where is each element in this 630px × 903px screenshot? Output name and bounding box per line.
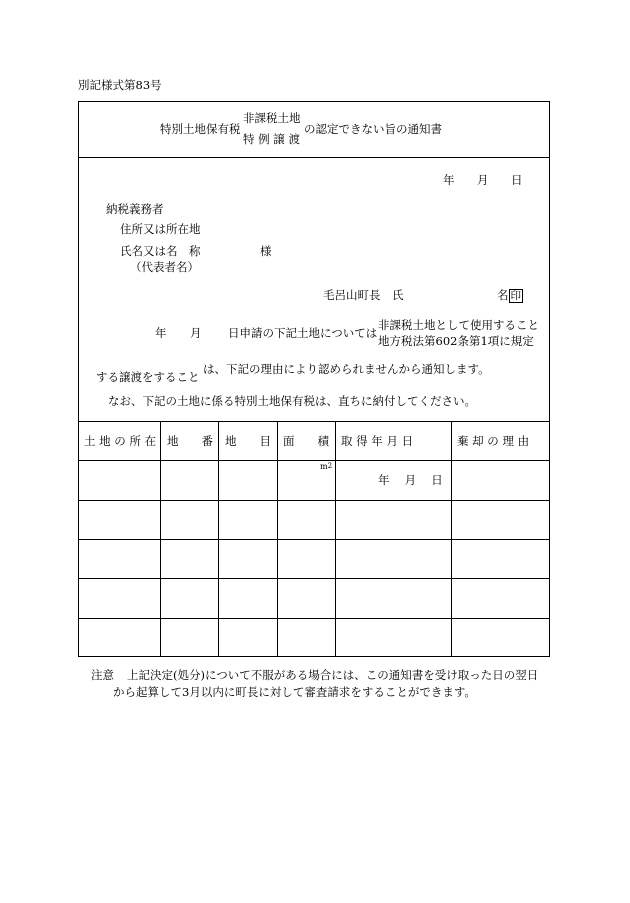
table-row-border (78, 578, 550, 579)
header-land-category: 地 目 (225, 434, 271, 448)
area-unit-sup: 2 (327, 462, 333, 470)
header-area: 面 積 (283, 434, 329, 448)
table-column-border (335, 421, 336, 657)
representative-label: （代表者名） (130, 260, 199, 274)
seal-mark: 印 (510, 290, 521, 302)
area-unit (320, 463, 332, 471)
acquisition-date-placeholder: 年 月 日 (378, 473, 443, 487)
application-text: 日申請の下記土地については (228, 326, 378, 340)
table-row-border (78, 500, 550, 501)
taxpayer-heading: 納税義務者 (106, 202, 164, 216)
header-location: 土 地 の 所 在 (84, 434, 157, 448)
body-option-use: 非課税土地として使用すること (378, 318, 539, 332)
header-rejection-reason: 棄 却 の 理 由 (457, 434, 530, 448)
table-row-border (78, 618, 550, 619)
date-day: 日 (511, 173, 523, 187)
area-unit-m: m (320, 462, 328, 471)
issuer-name-text: 名 (497, 288, 509, 302)
body-option-transfer: する譲渡をすること (96, 370, 200, 384)
taxpayer-address-label: 住所又は所在地 (120, 222, 201, 236)
issuer-name-label (497, 289, 523, 303)
date-year: 年 (443, 173, 455, 187)
body-option-law: 地方税法第602条第1項に規定 (378, 334, 534, 348)
payment-note: なお、下記の土地に係る特別土地保有税は、直ちに納付してください。 (108, 394, 476, 408)
table-column-border (277, 421, 278, 657)
title-suffix: の認定できない旨の通知書 (304, 122, 442, 136)
table-column-border (160, 421, 161, 657)
issuer-title: 毛呂山町長 氏 (323, 288, 404, 302)
header-lot-number: 地 番 (167, 434, 213, 448)
taxpayer-name-label: 氏名又は名 称 (120, 244, 201, 258)
table-header-border (78, 460, 550, 461)
header-acquisition-date: 取 得 年 月 日 (341, 434, 414, 448)
table-row-border (78, 539, 550, 540)
table-column-border (218, 421, 219, 657)
footer-line2: から起算して3月以内に町長に対して審査請求をすることができます。 (113, 685, 476, 699)
form-number: 別記様式第83号 (78, 78, 162, 92)
footer-label: 注意 (91, 668, 114, 682)
date-month: 月 (477, 173, 489, 187)
title-prefix: 特別土地保有税 (160, 122, 241, 136)
application-month: 月 (190, 326, 202, 340)
application-year: 年 (155, 326, 167, 340)
title-divider (78, 157, 550, 158)
table-top-border (78, 421, 550, 422)
footer-line1: 上記決定(処分)について不服がある場合には、この通知書を受け取った日の翌日 (127, 668, 539, 682)
table-column-border (451, 421, 452, 657)
body-result: は、下記の理由により認められませんから通知します。 (203, 362, 490, 376)
title-option-nontaxable: 非課税土地 (243, 111, 301, 125)
title-option-special-transfer: 特 例 譲 渡 (243, 132, 300, 146)
taxpayer-honorific: 様 (260, 244, 272, 258)
